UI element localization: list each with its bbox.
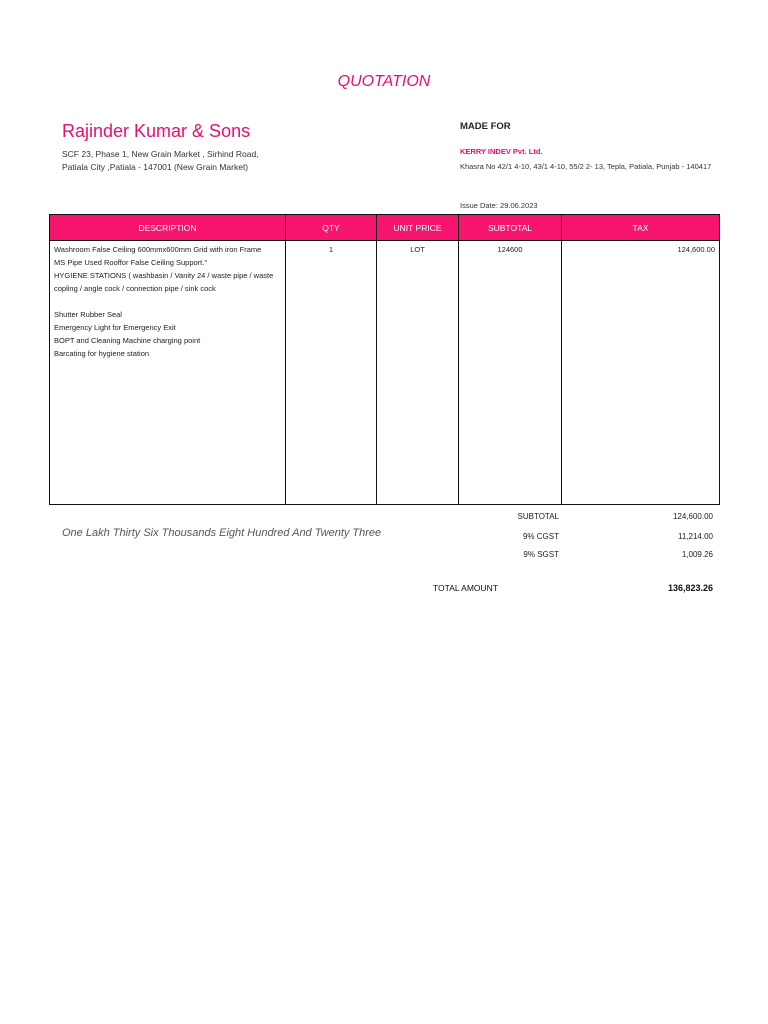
made-for-label: MADE FOR (460, 121, 511, 132)
issue-date: Issue Date: 29.06.2023 (460, 201, 538, 210)
description-line: BOPT and Cleaning Machine charging point (54, 336, 201, 345)
company-name: Rajinder Kumar & Sons (62, 121, 251, 141)
items-table (49, 214, 720, 505)
subtotal-cell: 124600 (459, 241, 562, 505)
qty-cell: 1 (286, 241, 377, 505)
subtotal-value: 124,600.00 (672, 512, 713, 521)
column-header-qty: QTY (286, 215, 377, 241)
description-blank-line (54, 295, 281, 308)
tax-cell: 124,600.00 (562, 241, 720, 505)
company-address-line2: Patiala City ,Patiala - 147001 (New Grain Market) (62, 162, 249, 172)
sgst-label: 9% SGST (523, 550, 559, 559)
column-header-description: DESCRIPTION (50, 215, 286, 241)
subtotal-label: SUBTOTAL (517, 512, 559, 521)
column-header-unit-price: UNIT PRICE (377, 215, 459, 241)
table-row (50, 241, 720, 505)
company-address-line1: SCF 23, Phase 1, New Grain Market , Sirhind Road, (62, 149, 259, 159)
company-address (62, 148, 302, 174)
cgst-label: 9% CGST (522, 532, 559, 541)
table-header-row (50, 215, 720, 241)
description-cell (50, 241, 286, 505)
description-line: MS Pipe Used Rooffor False Ceiling Support." (54, 258, 208, 267)
description-line: Washroom False Ceiling 600mmx600mm Grid with iron Frame (54, 245, 262, 254)
column-header-tax: TAX (562, 215, 720, 241)
client-address: Khasra No 42/1 4-10, 43/1 4-10, 55/2 2- 13, Tepla, Patiala, Punjab - 140417 (460, 162, 712, 171)
cgst-value: 11,214.00 (678, 532, 713, 541)
column-header-subtotal: SUBTOTAL (459, 215, 562, 241)
description-line: Emergency Light for Emergency Exit (54, 323, 176, 332)
unit-price-cell: LOT (377, 241, 459, 505)
total-amount-label: TOTAL AMOUNT (433, 583, 499, 593)
document-title: QUOTATION (337, 73, 431, 90)
sgst-value: 1,009.26 (681, 550, 713, 559)
client-name: KERRY INDEV Pvt. Ltd. (460, 147, 543, 156)
description-line: Barcating for hygiene station (54, 349, 150, 358)
description-line: Shutter Rubber Seal (54, 310, 122, 319)
total-amount-value: 136,823.26 (667, 583, 713, 593)
description-line: HYGIENE STATIONS ( washbasin / Vanity 24 / waste pipe / waste copling / angle cock / connection pipe / sink cock (54, 271, 274, 293)
amount-in-words: One Lakh Thirty Six Thousands Eight Hundred And Twenty Three (62, 527, 382, 539)
